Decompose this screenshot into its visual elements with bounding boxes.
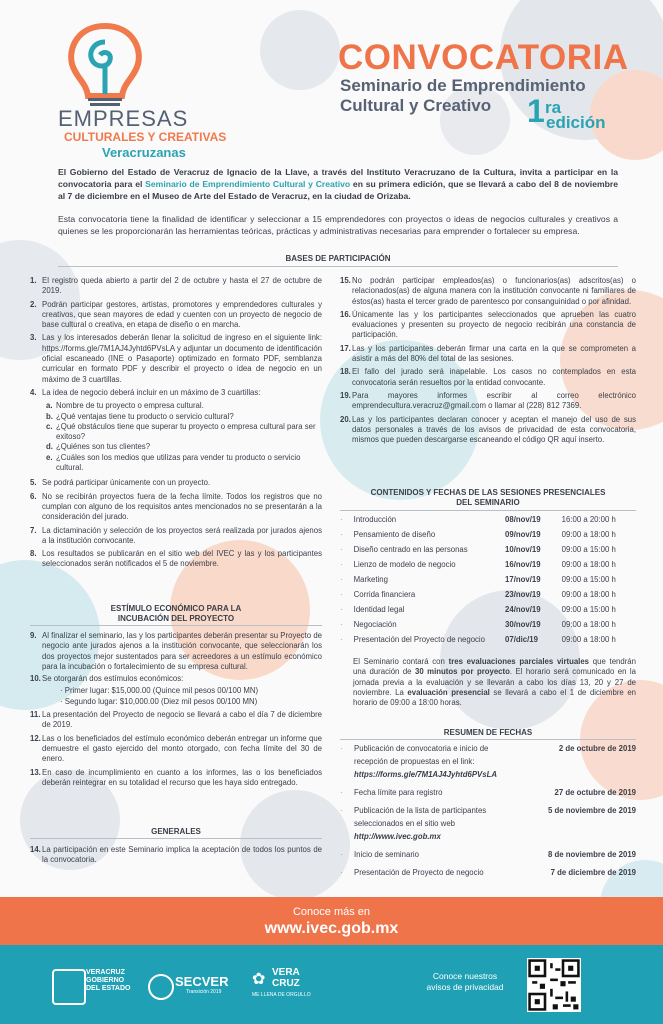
divider [340,510,636,511]
secver-logo: SECVER [175,974,229,989]
bullet: · [340,806,343,815]
item-number: 1. [30,276,37,285]
session-topic: Pensamiento de diseño [353,530,436,539]
bullet: · [340,744,343,753]
session-row [340,515,630,524]
veracruz-logo-line1: VERA [272,967,300,978]
base-item [340,367,636,388]
summary-date: 2 de octubre de 2019 [558,744,636,753]
divider [340,739,636,740]
divider [58,266,618,267]
session-topic: Identidad legal [353,605,405,614]
summary-activity: Fecha límite para registro [354,788,443,797]
footer-url-link[interactable]: www.ivec.gob.mx [264,920,399,937]
base-item [30,333,322,384]
item-text: No podrán participar empleados(as) o funcionarios(as) adscritos(as) o relacionados(as) de alguna manera con la institución convocante ni familiares de éstos(as) hasta el tercer grado de parentesco por consanguinidad o por afinidad. [352,276,636,306]
note-text: . El horario será comunicado en la jornada previa a la evaluación y se llevarán a cabo los días 13, 20 y 27 de noviembre. La [353,667,637,697]
base-subitem [30,453,322,474]
item-text: En caso de incumplimiento en cuanto a los informes, las o los beneficiados deberán reintegrar en su totalidad el recurso que les haya sido entregado. [42,767,322,787]
prize-line: · Primer lugar: $15,000.00 (Quince mil pesos 00/100 MN) [60,686,259,696]
flower-icon: ✿ [252,971,266,988]
privacy-note: Conoce nuestros avisos de privacidad [426,971,504,992]
item-text: El registro queda abierto a partir del 2 de octubre y hasta el 27 de octubre de 2019. [42,276,322,296]
session-time: 09:00 a 18:00 h [561,560,616,569]
session-topic: Marketing [353,575,388,584]
gov-logo [86,969,130,993]
secver-subtitle: Transición 2019 [186,989,222,995]
summary-link[interactable]: https://forms.gle/7M1AJ4Jyhtd6PVsLA [354,770,497,779]
secver-circle-icon [148,974,174,1000]
logo-wordmark: EMPRESAS [58,106,189,131]
lightbulb-spiral-icon [50,20,160,110]
item-text: Únicamente las y los participantes seleccionados que aprueben las cuatro evaluaciones y presenten su proyecto de negocio recibirán una constancia de participación. [352,309,636,340]
summary-activity: Inicio de seminario [354,850,420,859]
summary-activity: Publicación de la lista de participantes seleccionados en el sitio web [354,806,487,828]
estimulo-item [30,674,322,684]
base-item [340,391,636,412]
estimulo-column [30,631,322,791]
note-text: El Seminario contará con [353,657,449,666]
subtitle-line1: Seminario de Emprendimiento [340,76,586,95]
item-text: Las o los beneficiados del estímulo económico deberán entregar un informe que demuestre el gasto ejercido del monto otorgado, con fecha límite del 30 de enero. [42,733,322,764]
bases-left-column [30,276,322,573]
bullet: · [340,545,343,554]
estimulo-item [30,710,322,731]
session-row [340,530,630,539]
qr-code[interactable] [527,958,581,1012]
session-date: 24/nov/19 [505,605,541,614]
session-topic: Negociación [353,620,397,629]
item-number: 13. [30,767,41,777]
footer-logos-band [0,945,663,1024]
edition-label: edición [546,113,606,132]
item-number: 8. [30,549,37,559]
subitem-letter: e. [46,452,53,462]
gov-logo-line2: GOBIERNO [86,977,125,984]
item-text: No se recibirán proyectos fuera de la fecha límite. Todos los registros que no cumplan con alguno de los requisitos antes mencionados no se presentarán a la consideración del jurado. [42,491,322,522]
session-topic: Lienzo de modelo de negocio [353,560,456,569]
estimulo-item [30,734,322,765]
base-item [30,492,322,523]
sesiones-table [340,515,636,650]
item-text: La dictaminación y selección de los proyectos será realizada por jurados ajenos a la institución convocante. [42,525,322,545]
item-number: 12. [30,733,41,743]
gov-logo-line3: DEL ESTADO [86,985,131,992]
qr-code-icon [527,958,581,1012]
item-text: Para mayores informes escribir al correo electrónico emprendecultura.veracruz@gmail.com o llamar al (228) 812 7369. [352,390,636,411]
bullet: · [340,515,343,524]
item-text: La idea de negocio deberá incluir en un máximo de 3 cuartillas: [42,387,261,397]
logo-region: Veracruzanas [102,145,186,160]
base-item [30,276,322,297]
item-number: 10. [30,674,41,684]
item-number: 4. [30,387,37,397]
session-time: 09:00 a 18:00 h [561,620,616,629]
generales-column [30,845,322,868]
subitem-letter: d. [46,442,53,452]
item-text: Podrán participar gestores, artistas, promotores y emprendedores culturales y creativos, que sean mayores de edad y cuenten con un proyecto de negocio de base cultural o creativa, en etapa de diseño o en marcha. [42,299,322,330]
base-item [30,549,322,570]
item-number: 3. [30,333,37,343]
base-item [30,526,322,547]
session-time: 09:00 a 15:00 h [561,545,616,554]
session-row [340,560,630,569]
subitem-text: ¿Cuáles son los medios que utilizas para vender tu producto o servicio cultural. [56,452,301,473]
summary-activity: Publicación de convocatoria e inicio de recepción de propuestas en el link: [354,744,489,766]
item-text: Los resultados se publicarán en el sitio web del IVEC y las y los participantes seleccionados serán notificados el 5 de noviembre. [42,549,322,569]
session-date: 30/nov/19 [505,620,541,629]
item-text: Se otorgarán dos estímulos económicos: [42,674,184,684]
session-date: 16/nov/19 [505,560,541,569]
bullet: · [340,850,343,859]
note-bold: tres evaluaciones parciales virtuales [448,657,590,666]
subitem-letter: b. [46,411,53,421]
evaluation-note [353,657,636,708]
summary-date: 8 de noviembre de 2019 [548,850,636,859]
purpose-paragraph: Esta convocatoria tiene la finalidad de identificar y seleccionar a 15 emprendedores con proyectos o ideas de negocios culturales y creativos a quienes se les proporcionarán las herramientas teóricas, prácticas y administrativas necesarias para emprender o fortalecer su empresa. [58,214,618,237]
intro-highlight: Seminario de Emprendimiento Cultural y Creativo [145,179,351,190]
session-topic: Diseño centrado en las personas [353,545,468,554]
bullet: · [340,635,343,644]
brand-logo [30,20,240,170]
note-bold: 30 minutos por proyecto [415,667,510,677]
bullet: · [340,620,343,629]
subitem-letter: c. [46,421,53,431]
logo-tagline: CULTURALES Y CREATIVAS [64,130,227,144]
session-topic: Introducción [353,515,397,524]
bullet: · [340,868,343,877]
veracruz-logo [272,967,300,989]
edition-number: 1 [527,93,545,129]
base-subitem [30,401,322,411]
bullet: · [340,590,343,599]
item-number: 7. [30,525,37,535]
session-time: 09:00 a 18:00 h [561,530,616,539]
session-topic: Corrida financiera [353,590,416,599]
item-number: 15. [340,276,351,285]
subitem-text: ¿Qué obstáculos tiene que superar tu proyecto o empresa cultural para ser exitoso? [56,421,316,442]
session-date: 08/nov/19 [505,515,541,524]
summary-date: 27 de octubre de 2019 [554,788,636,797]
base-item [30,478,322,488]
base-item [340,415,636,446]
session-date: 09/nov/19 [505,530,541,539]
item-number: 5. [30,478,37,488]
session-date: 10/nov/19 [505,545,541,554]
item-number: 2. [30,299,37,309]
item-text: Las y los participantes deberán firmar una carta en la que se comprometen a asistir a más del 80% del total de las sesiones. [352,343,636,364]
session-date: 23/nov/19 [505,590,541,599]
session-row [340,545,630,554]
subitem-letter: a. [46,401,53,411]
session-time: 09:00 a 18:00 h [561,590,616,599]
session-row [340,605,630,614]
session-time: 09:00 a 18:00 h [561,635,616,644]
sesiones-title-line2: DEL SEMINARIO [456,498,520,507]
session-date: 17/nov/19 [505,575,541,584]
gov-logo-line1: VERACRUZ [86,969,125,976]
subitem-text: ¿Qué ventajas tiene tu producto o servicio cultural? [56,411,234,421]
generales-item [30,845,322,866]
base-item [340,344,636,365]
session-row [340,575,630,584]
bullet: · [340,605,343,614]
base-subitem [30,412,322,422]
page-title: CONVOCATORIA [338,38,629,77]
session-row [340,635,630,644]
edition-superscript: ra [545,98,562,117]
subitem-text: ¿Quiénes son tus clientes? [56,442,151,452]
summary-activity: Presentación de Proyecto de negocio [354,868,484,877]
estimulo-item [30,768,322,789]
item-text: Las y los participantes declaran conocer y aceptan el manejo del uso de sus datos personales a través de los avisos de privacidad de esta convocatoria, mismos que pueden descargarse escaneando el código QR aquí inserto. [352,414,636,445]
sesiones-title-line1: CONTENIDOS Y FECHAS DE LAS SESIONES PRESENCIALES [370,488,606,497]
bullet: · [340,530,343,539]
base-subitem [30,442,322,452]
bullet: · [340,560,343,569]
item-number: 9. [30,631,37,640]
item-text: La presentación del Proyecto de negocio se llevará a cabo el día 7 de diciembre de 2019. [42,710,322,730]
prize-line: · Segundo lugar: $10,000.00 (Diez mil pesos 00/100 MN) [60,696,258,706]
item-number: 20. [340,414,351,424]
intro-text-b: en su primera edición, que se llevará a cabo del 8 de noviembre al 7 de diciembre en el Museo de Arte del Estado de Veracruz, en la ciudad de Orizaba. [58,179,618,202]
note-text: se llevará a cabo el 1 de diciembre en horario de 09:00 a 18:00 horas. [353,687,636,708]
item-number: 19. [340,390,351,400]
note-text: que tendrán una duración de [353,657,636,677]
estimulo-title-line2: INCUBACIÓN DEL PROYECTO [117,614,235,623]
session-row [340,620,630,629]
item-number: 18. [340,367,351,377]
state-shield-icon [52,969,86,1005]
estimulo-item [30,631,322,672]
item-number: 17. [340,343,351,353]
session-time: 09:00 a 15:00 h [561,575,616,584]
item-text: La participación en este Seminario implica la aceptación de todos los puntos de la convocatoria. [42,845,322,865]
base-item [30,300,322,331]
session-date: 07/dic/19 [505,635,538,644]
bases-right-column [340,276,636,448]
item-text: El fallo del jurado será inapelable. Los casos no contemplados en esta convocatoria serán resueltos por la entidad convocante. [352,367,636,387]
intro-text-a: El Gobierno del Estado de Veracruz de Ignacio de la Llave, a través del Instituto Veracruzano de la Cultura, invita a participar en la convocatoria para el [58,167,618,190]
subitem-text: Nombre de tu proyecto o empresa cultural. [56,401,204,411]
session-topic: Presentación del Proyecto de negocio [353,635,486,644]
bullet: · [340,788,343,797]
veracruz-logo-line2: CRUZ [272,978,300,989]
resumen-title: RESUMEN DE FECHAS [443,728,533,737]
divider [30,838,322,839]
item-number: 16. [340,309,351,319]
item-text: Las y los interesados deberán llenar la solicitud de ingreso en el siguiente link: https://forms.gle/7M1AJ4Jyhtd6PVsLA y adjuntar un documento de identificación oficial escaneado (INE o Pasaporte) optimizado en formato PDF, semblanza curricular en formato PDF y describir el proyecto o idea de negocio en un máximo de 3 cuartillas. [42,333,322,384]
note-bold: evaluación presencial [407,687,490,697]
base-item [340,276,636,307]
subtitle-line2: Cultural y Creativo [340,96,492,115]
veracruz-slogan: ME LLENA DE ORGULLO [252,992,311,998]
item-text: Se podrá participar únicamente con un proyecto. [42,478,211,488]
item-number: 6. [30,491,37,501]
divider [30,625,322,626]
summary-link[interactable]: http://www.ivec.gob.mx [354,832,441,841]
summary-date: 5 de noviembre de 2019 [548,806,636,815]
summary-date: 7 de diciembre de 2019 [550,868,636,877]
estimulo-title-line1: ESTÍMULO ECONÓMICO PARA LA [110,604,242,613]
session-row [340,590,630,599]
bases-title: BASES DE PARTICIPACIÓN [285,254,391,263]
base-item [340,310,636,341]
base-subitem [30,422,322,443]
intro-paragraph [58,166,618,203]
footer-more-label: Conoce más en [292,906,371,918]
generales-title: GENERALES [151,827,201,836]
base-item [30,388,322,398]
session-time: 09:00 a 15:00 h [561,605,616,614]
bullet: · [340,575,343,584]
item-number: 14. [30,845,41,854]
resumen-table [340,742,636,882]
session-time: 16:00 a 20:00 h [561,515,616,524]
item-number: 11. [30,710,41,720]
item-text: Al finalizar el seminario, las y los participantes deberán presentar su Proyecto de negocio ante jurados ajenos a la institución convocante, que seleccionarán los dos proyectos mejor sustentados para ser acreedores a un estímulo económico para la incubación o fortalecimiento de su empresa cultural. [42,631,322,671]
